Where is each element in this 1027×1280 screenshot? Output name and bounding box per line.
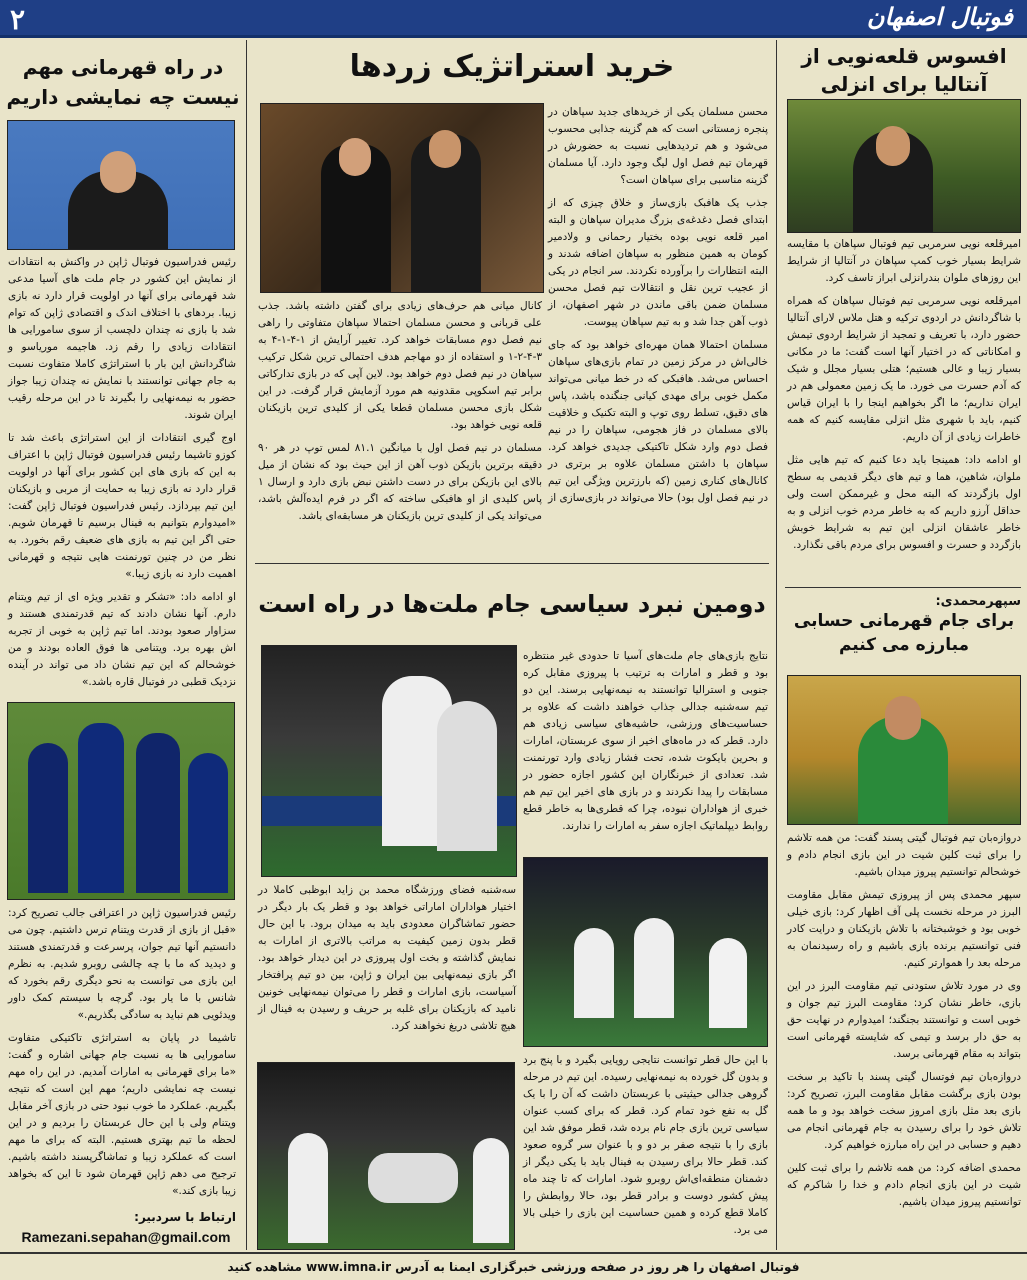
center-bottom-body-left	[258, 882, 516, 1041]
paragraph: محمدی اضافه کرد: من همه تلاشم را برای ثبت کلین شیت در این بازی انجام دادم و خدا را شاکرم که توانستیم پیروز میدان باشیم.	[787, 1162, 1021, 1208]
right-article-body	[787, 236, 1021, 560]
article-title: خرید استراتژیک زردها	[349, 49, 675, 84]
page-footer: فوتبال اصفهان را هر روز در صفحه ورزشی خبرگزاری ایمنا به آدرس www.imna.ir مشاهده کنید	[0, 1252, 1027, 1280]
paragraph: نتایج بازی‌های جام ملت‌های آسیا تا حدودی غیر منتظره بود و قطر و امارات به ترتیب با پیروزی مقابل کره جنوبی و استرالیا توانستند به نیمه‌نهایی برسند. این دو تیم سه‌شنبه جدالی جذاب خواهند داشت که علاوه بر حساسیت‌های ورزشی، حاشیه‌های سیاسی زیادی هم دارد. قطر که در ماه‌های اخیر از سوی عربستان، امارات و بحرین بایکوت شده، تحت فشار زیادی وارد تورنمنت شد. تعدادی از خبرنگاران این کشور اجازه حضور در مسابقات را پیدا نکردند و در بازی های اخیر این تیم هم خبری از هواداران نبوده، چرا که قطری‌ها به خاطر قطع روابط دیپلماتیک اجازه سفر به امارات را ندارند.	[523, 650, 768, 832]
sub-article-title: برای جام قهرمانی حسابی مبارزه می کنیم	[793, 611, 1015, 655]
article-title: افسوس قلعه‌نویی از آنتالیا برای انزلی	[801, 44, 1007, 96]
contact-label: ارتباط با سردبیر:	[134, 1210, 236, 1224]
paragraph: امیرقلعه نویی سرمربی تیم فوتبال سپاهان که همراه با شاگردانش در اردوی ترکیه و هتل ملاس لارای آنتالیا حضور دارد، با تعریف و تمجید از شرایط اردوی تیمش و امکاناتی که در اختیار آنها است گفت: ما در مکانی بسیار زیبا و عالی هستیم؛ هتلی بسیار مجلل و شیک که آدم حسرت می خورد. ما یک زمین معمولی هم در ایران نداریم؛ ما اگر بخواهیم اینجا را با ایران قیاس کنیم، باید با شهری مثل انزلی مقایسه کنیم که همه خاطرات زیادی از آن داریم.	[787, 295, 1021, 443]
federation-president-photo	[7, 120, 235, 250]
paragraph: با این حال قطر توانست نتایجی رویایی بگیرد و با پنج برد و بدون گل خورده به نیمه‌نهایی رسیده. این تیم در مرحله گروهی جدالی حیثیتی با عربستان داشت که آن را با یک گل به نفع خود تمام کرد. قطر که برای کسب عنوان سیاسی ترین بازی جام نام برده شد، قطر موفق شد این بازی را با نتیجه صفر بر دو و با عنوان سر گروه صعود کند. قطر حالا برای رسیدن به فینال باید با یکی دیگر از دشمنان منطقه‌ای‌اش روبرو شود. امارات که تا چند ماه پیش کشور دوست و برادر قطر بود، حالا روابطش را کاملا قطع کرده و همین حساسیت این بازی را خیلی بالا می برد.	[523, 1054, 768, 1236]
paragraph: تاشیما در پایان به استراتژی تاکتیکی متفاوت سامورایی ها به نسبت جام جهانی اشاره و گفت: «ما برای قهرمانی به امارات آمدیم. در این راه مهم نیست چه نمایشی داریم؛ مهم این است که نتیجه بگیریم. عملکرد ما خوب نبود حتی در بازی آخر مقابل ویتنام ولی با این حال عربستان را بردیم و در این لحظه ما تیم بهتری هستیم. البته که برای ما مهم است که عملکرد زیبا و تماشاگرپسند داشته باشیم. ترجیح می دهم ژاپن قهرمان شود تا این که بخواهد زیبا بازی کند.»	[8, 1032, 236, 1197]
section-divider	[255, 563, 769, 564]
paragraph: اوج گیری انتقادات از این استراتژی باعث شد تا کوزو تاشیما رئیس فدراسیون فوتبال ژاپن با اعتراف به این که بازی های این کشور برای آنها در اولویت قرار دارد نه بازی زیبا به حمایت از مربی و بازیکنان این تیم بپردازد. رئیس فدراسیون فوتبال ژاپن گفت: «امیدوارم بتوانیم به فینال برسیم تا قهرمان شویم. حتی اگر این تیم به بازی های ضعیف رقم بخورد. به نظر من در چنین تورنمنت هایی نتیجه و قهرمانی اهمیت دارد نه بازی زیبا.»	[8, 432, 236, 580]
qatar-players-photo	[523, 857, 768, 1047]
paragraph: او ادامه داد: همینجا باید دعا کنیم که تیم هایی مثل ملوان، شاهین، هما و تیم های دیگر قدیمی به سطح اول بازگردند که البته محل و غیرممکن است ولی حداقل آرزو داریم که به خاطر مردم خوب انزلی و به خاطر عاشقان انزلی این تیم به شرایط خوبش بازگردد و حسرت و افسوس برای مردم باقی نگذارد.	[787, 454, 1021, 551]
center-bottom-body-right	[523, 648, 768, 841]
column-divider	[776, 40, 777, 1250]
right-sub-article	[787, 594, 1021, 657]
paragraph: سه‌شنبه فضای ورزشگاه محمد بن زاید ابوظبی کاملا در اختیار هواداران اماراتی خواهد بود و قطر یک بار دیگر در حضور تماشاگران معدودی باید به میدان برود. با این حال قطر بدون زمین کیفیت به مراتب بالاتری از امارات به نمایش گذاشته و بخت اول پیروزی در این دیدار خواهد بود. اگر بازی نیمه‌نهایی بین ایران و ژاپن، بین دو تیم پرافتخار آسیاست، بازی امارات و قطر را می‌توان نیمه‌نهایی خونین نامید که بازیکنان برای غلبه بر حریف و رسیدن به فینال از هیچ تلاشی دریغ نخواهند کرد.	[258, 884, 516, 1032]
paragraph: رئیس فدراسیون ژاپن در اعترافی جالب تصریح کرد: «قبل از بازی از قدرت ویتنام ترس داشتیم. چون می دانستیم آنها تیم جوان، پرسرعت و قدرتمندی هستند و دیدید که ما با چه چالشی روبرو شدیم. به نظرم این بازی می توانست به نحو دیگری رقم بخورد که شانس با ما یار بود. گرچه با سیستم کمک داور ویدئویی هم نباید به سادگی بگذریم.»	[8, 907, 236, 1021]
uae-players-photo	[261, 645, 517, 877]
article-title: در راه قهرمانی مهم نیست چه نمایشی داریم	[6, 55, 240, 109]
center-top-article	[255, 38, 769, 92]
paragraph: امیرقلعه نویی سرمربی تیم فوتبال سپاهان با مقایسه شرایط بسیار خوب کمپ سپاهان در آنتالیا از شرایط این روزهای ملوان بندرانزلی ابراز تاسف کرد.	[787, 238, 1021, 284]
paragraph: دروازه‌بان تیم فوتبال گیتی پسند گفت: من همه تلاشم را برای ثبت کلین شیت در این بازی انجام دادم و خوشحالم توانستیم پیروز میدان باشیم.	[787, 832, 1021, 878]
right-sub-article-body	[787, 830, 1021, 1217]
column-divider	[246, 40, 247, 1250]
coach-photo	[787, 99, 1021, 233]
paragraph: کانال میانی هم حرف‌های زیادی برای گفتن داشته باشد. جذب علی قربانی و محسن مسلمان احتمالا سپاهان متفاوتی را راهی نیم فصل دوم مسابقات خواهد کرد. تغییر آرایش از ۱-۴-۱-۴ به ۳-۴-۲-۱ و استفاده از دو مهاجم هدف احتمالی ترین شکل ترکیب سپاهان در نیم فصل دوم خواهد بود. لاین آپی که در بازی تدارکاتی برابر تیم اسکوپی مقدونیه هم مورد آزمایش قرار گرفت. در این شکل بازی محسن مسلمان قطعا یکی از کلیدی ترین بازیکنان قلعه نویی خواهد بود.	[258, 300, 542, 431]
match-action-photo	[257, 1062, 515, 1250]
players-photo	[260, 103, 544, 293]
paragraph: او ادامه داد: «تشکر و تقدیر ویژه ای از تیم ویتنام دارم. آنها نشان دادند که تیم قدرتمندی هستند و سزاوار صعود بودند. اما تیم ژاپن به خوبی از تجربه اش بهره برد. ویتنامی ها فوق العاده بودند و من خوشحالم که این تیم نشان داد می تواند در آینده نزدیک قطبی در فوتبال قاره باشد.»	[8, 591, 236, 688]
center-top-body-left	[258, 298, 542, 531]
japan-team-photo	[7, 702, 235, 900]
page-number: ۲	[10, 4, 26, 35]
left-article-body-2	[8, 905, 236, 1206]
article-title: دومین نبرد سیاسی جام ملت‌ها در راه است	[258, 590, 766, 618]
goalkeeper-photo	[787, 675, 1021, 825]
page-header-bar	[0, 0, 1027, 38]
paragraph: جذب یک هافبک بازی‌ساز و خلاق چیزی که از ابتدای فصل دغدغه‌ی بزرگ مدیران سپاهان و البته امیر قلعه نویی بوده بختیار رحمانی و ولادمیر کومان به همین منظور به سپاهان اضافه شدند و البته انتظارات را برآورده نکردند. سر انجام در یکی از عجیب ترین نقل و انتقالات تیم فصل محسن مسلمان ضمن باقی ماندن در شهر اصفهان، از ذوب آهن جدا شد و به تیم سپاهان پیوست.	[548, 197, 768, 328]
paragraph: سپهر محمدی پس از پیروزی تیمش مقابل مقاومت البرز در مرحله نخست پلی آف اظهار کرد: بازی خیلی خوبی بود و خوشبختانه با تلاش بازیکنان و درایت کادر فنی توانستیم برنده بازی باشیم و راه رسیدنمان به مرحله بعد را هموارتر کنیم.	[787, 889, 1021, 969]
paragraph: مسلمان در نیم فصل اول با میانگین ۸۱.۱ لمس توپ در هر ۹۰ دقیقه برترین بازیکن ذوب آهن از این حیث بود که نشان از میل بالای این بازیکن برای در دست داشتن نبض بازی دارد و ارسال ۱ پاس کلیدی از او هافبکی ساخته که اگر در فرم ایده‌آلش باشد، می‌تواند یکی از کلیدی ترین بازیکنان هر مسابقه‌ای باشد.	[258, 442, 542, 522]
center-top-body-right	[548, 104, 768, 513]
editor-email-link[interactable]: Ramezani.sepahan@gmail.com	[21, 1229, 231, 1245]
paragraph: وی در مورد تلاش ستودنی تیم مقاومت البرز در این بازی، خاطر نشان کرد: مقاومت البرز تیم جوان و خوبی است و توانستند بجنگند؛ امیدوارم در نهایت حق به حق دار برسد و تیمی که شایسته قهرمانی است بتواند به مقام قهرمانی برسد.	[787, 980, 1021, 1060]
sub-title-lead: سپهرمحمدی:	[935, 594, 1021, 609]
paragraph: محسن مسلمان یکی از خریدهای جدید سپاهان در پنجره زمستانی است که هم گزینه جذابی محسوب می‌شود و هم تردیدهایی نسبت به حضورش در قهرمان تیم فصل اول لیگ وجود دارد. آیا مسلمان گزینه مناسبی برای سپاهان است؟	[548, 106, 768, 186]
paragraph: مسلمان احتمالا همان مهره‌ای خواهد بود که جای خالی‌اش در مرکز زمین در تمام بازی‌های سپاهان احساس می‌شد. هافبکی که در خط میانی می‌تواند مکمل خوبی برای مهدی کیانی جنگنده باشد، پاس های دقیق، تسلط روی توپ و البته تکنیک و خلاقیت بالای مسلمان در فاز هجومی، سپاهان را در نیم فصل دوم وارد شکل تاکتیکی جدیدی خواهد کرد. سپاهان با داشتن مسلمان علاوه بر برتری در کانال‌های کناری زمین (که بارزترین ویژگی این تیم در نیم فصل اول بود) حالا می‌تواند در بازی‌سازی از	[548, 339, 768, 504]
paragraph: دروازه‌بان تیم فوتسال گیتی پسند با تاکید بر سخت بودن بازی برگشت مقابل مقاومت البرز، تصریح کرد: بازی بعد مثل بازی امروز سخت خواهد بود و ما همه تلاش خود را برای رسیدن به جام قهرمانی انجام می دهیم و حسابی در این راه مبارزه خواهیم کرد.	[787, 1071, 1021, 1151]
left-article-body	[8, 254, 236, 697]
center-bottom-article	[255, 582, 769, 626]
center-bottom-body-right-2	[523, 1052, 768, 1245]
publication-logo: فوتبال اصفهان	[866, 2, 1013, 31]
left-column	[6, 38, 240, 112]
paragraph: رئیس فدراسیون فوتبال ژاپن در واکنش به انتقادات از نمایش این کشور در جام ملت های آسیا مدعی شد قهرمانی برای آنها در اولویت قرار دارد نه بازی زیبا. بردهای با اختلاف اندک و اقتصادی ژاپن که توام شد با بازی نه چندان دلچسب از سوی سامورایی ها انتقادات زیادی را رقم زد. هاجیمه موریاسو و شاگردانش این بار با استراتژی کاملا متفاوت نسبت به جام جهانی توانستند با نمایش نه چندان زیبا جواز حضور به نیمه‌نهایی را بگیرند تا در این مرحله رقیب ایران شوند.	[8, 256, 236, 421]
